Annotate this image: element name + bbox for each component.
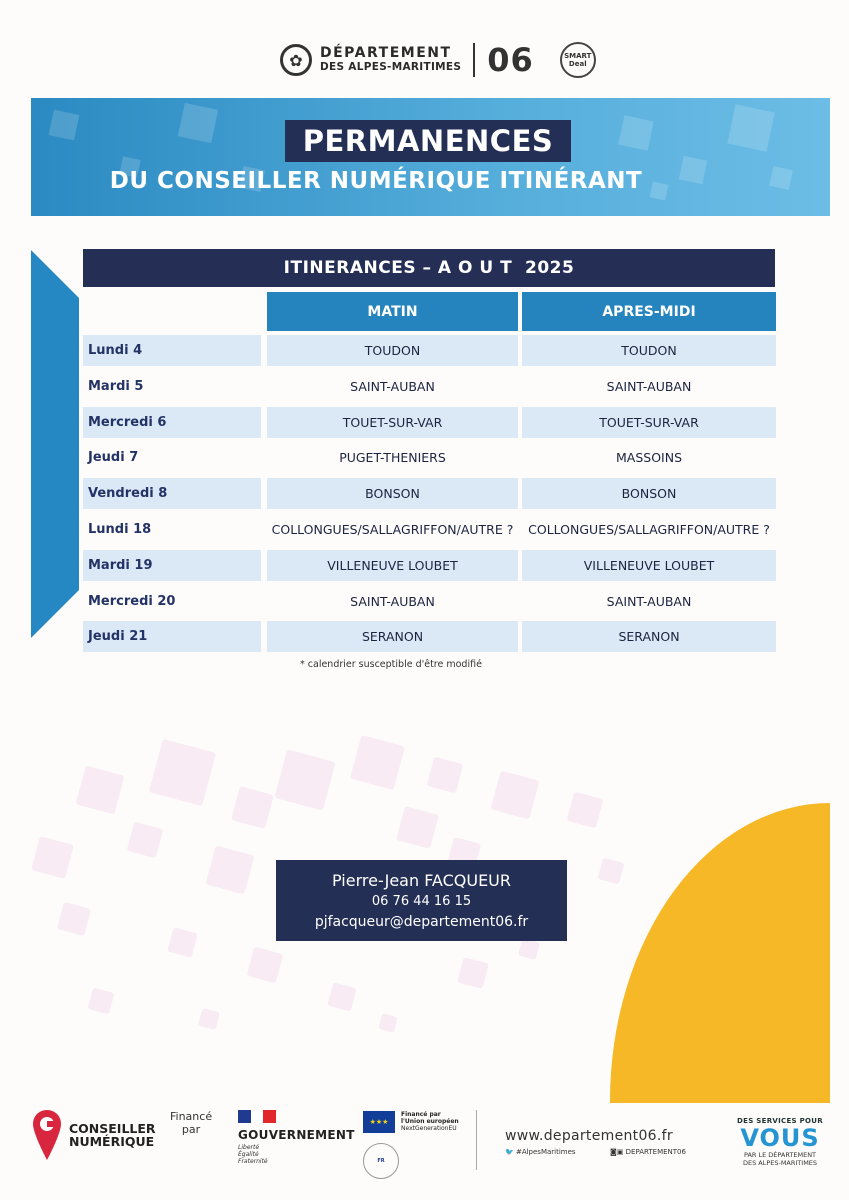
page-subtitle: DU CONSEILLER NUMÉRIQUE ITINÉRANT (109, 168, 643, 194)
table-row (83, 586, 776, 617)
table-row (83, 621, 776, 652)
morning-cell: SAINT-AUBAN (350, 593, 435, 609)
eu-funding-logo: ★★★ Financé par l'Union européen NextGenerationEU FR (363, 1111, 395, 1133)
day-cell: Mercredi 20 (88, 593, 176, 609)
afternoon-cell: BONSON (522, 478, 776, 509)
afternoon-cell: COLLONGUES/SALLAGRIFFON/AUTRE ? (528, 522, 770, 537)
schedule-note: * calendrier susceptible d'être modifié (300, 659, 482, 670)
day-cell: Vendredi 8 (83, 478, 261, 509)
twitter-icon: 🐦 (505, 1148, 516, 1156)
smart-deal-logo: SMART Deal (560, 42, 596, 78)
day-cell: Jeudi 21 (83, 621, 261, 652)
contact-email[interactable]: pjfacqueur@departement06.fr (314, 914, 529, 930)
morning-cell: BONSON (267, 478, 518, 509)
afternoon-cell: SAINT-AUBAN (606, 593, 692, 609)
morning-cell: COLLONGUES/SALLAGRIFFON/AUTRE ? (271, 522, 514, 537)
table-row (83, 442, 776, 473)
location-pin-icon (33, 1110, 61, 1160)
side-decoration (31, 250, 79, 638)
french-flag-icon (238, 1110, 276, 1123)
department-logo (280, 40, 596, 80)
day-cell: Mercredi 6 (83, 407, 261, 438)
table-row (83, 371, 776, 402)
day-cell: Mardi 5 (88, 378, 144, 394)
afternoon-cell: SERANON (522, 621, 776, 652)
morning-cell: PUGET-THENIERS (339, 450, 446, 466)
conseiller-numerique-logo: CONSEILLER NUMÉRIQUE (33, 1110, 156, 1160)
day-cell: Lundi 18 (88, 522, 152, 537)
contact-name: Pierre-Jean FACQUEUR (331, 871, 512, 890)
table-row (83, 550, 776, 581)
morning-cell: TOUDON (267, 335, 518, 366)
government-logo: GOUVERNEMENT Liberté Égalité Fraternité (238, 1110, 355, 1165)
page-title: PERMANENCES (285, 120, 571, 162)
department-seal-icon: ✿ (280, 44, 312, 76)
sun-decoration (0, 803, 830, 1103)
day-cell: Lundi 4 (83, 335, 261, 366)
morning-cell: SERANON (267, 621, 518, 652)
morning-cell: SAINT-AUBAN (350, 378, 435, 394)
table-row (83, 407, 776, 438)
services-pour-vous-logo: DES SERVICES POUR VOUS PAR LE DÉPARTEMENT DES ALPES-MARITIMES (737, 1117, 823, 1167)
financed-by-label: Financé par (170, 1110, 213, 1136)
dept-number: 06 (487, 41, 534, 79)
day-cell: Mardi 19 (83, 550, 261, 581)
footer-divider (476, 1110, 477, 1170)
instagram-facebook-icon: ◙▣ (610, 1148, 626, 1156)
website-link[interactable]: www.departement06.fr (505, 1128, 673, 1144)
afternoon-cell: TOUET-SUR-VAR (522, 407, 776, 438)
morning-cell: VILLENEUVE LOUBET (267, 550, 518, 581)
morning-cell: TOUET-SUR-VAR (267, 407, 518, 438)
afternoon-cell: MASSOINS (615, 450, 682, 466)
table-row (83, 514, 776, 545)
eu-flag-icon: ★★★ (363, 1111, 395, 1133)
afternoon-cell: SAINT-AUBAN (606, 378, 692, 394)
contact-phone[interactable]: 06 76 44 16 15 (371, 894, 472, 909)
column-header-morning: MATIN (267, 292, 518, 331)
column-header-afternoon: APRES-MIDI (522, 292, 776, 331)
table-row (83, 335, 776, 366)
logo-separator (473, 43, 475, 77)
table-row (83, 478, 776, 509)
social-handles[interactable]: ◙▣ DEPARTEMENT06 (610, 1148, 686, 1156)
dept-name-line1: DÉPARTEMENT (320, 45, 452, 61)
table-heading: ITINERANCES – A O U T 2025 (83, 249, 775, 287)
twitter-hashtag[interactable]: 🐦 #AlpesMaritimes (505, 1148, 576, 1156)
france-relance-badge-icon: FR (363, 1143, 399, 1179)
dept-name-line2: DES ALPES-MARITIMES (320, 61, 462, 73)
afternoon-cell: TOUDON (522, 335, 776, 366)
contact-card (276, 860, 567, 941)
day-cell: Jeudi 7 (88, 450, 139, 466)
afternoon-cell: VILLENEUVE LOUBET (522, 550, 776, 581)
